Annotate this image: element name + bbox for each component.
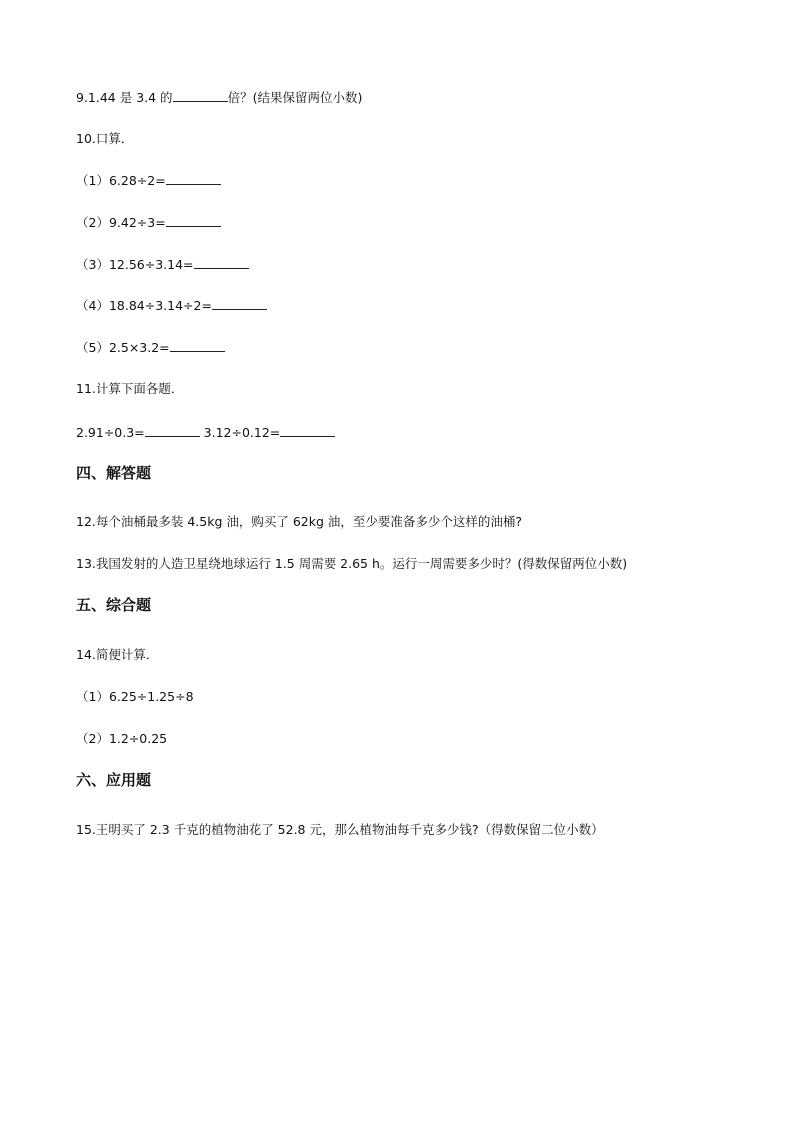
q9-suffix: 倍？(结果保留两位小数) [227, 90, 363, 105]
q11-expr-2: 3.12÷0.12= [203, 425, 281, 440]
q10-item-1 [76, 172, 221, 189]
q11-expr-1: 2.91÷0.3= [76, 425, 145, 440]
question-14-title: 14.简便计算． [76, 647, 159, 662]
answer-blank[interactable] [170, 339, 225, 352]
q10-item-2-text: （2）9.42÷3= [76, 215, 166, 230]
question-9 [76, 89, 362, 106]
question-12: 12.每个油桶最多装 4.5kg 油，购买了 62kg 油，至少要准备多少个这样的油桶? [76, 514, 523, 529]
section-6-heading: 六、应用题 [76, 771, 152, 789]
q10-item-3-text: （3）12.56÷3.14= [76, 257, 194, 272]
q10-item-2 [76, 214, 221, 231]
question-15: 15.王明买了 2.3 千克的植物油花了 52.8 元，那么植物油每千克多少钱?（得数保留二位小数） [76, 822, 604, 837]
q9-prefix: 9.1.44 是 3.4 的 [76, 90, 173, 105]
answer-blank[interactable] [173, 89, 228, 102]
question-13: 13.我国发射的人造卫星绕地球运行 1.5 周需要 2.65 h。运行一周需要多少时？(得数保留两位小数) [76, 556, 628, 571]
q10-item-1-text: （1）6.28÷2= [76, 173, 166, 188]
answer-blank[interactable] [166, 214, 221, 227]
question-10-title: 10.口算． [76, 131, 134, 146]
q14-item-1: （1）6.25÷1.25÷8 [76, 689, 194, 704]
answer-blank[interactable] [194, 256, 249, 269]
q10-item-4 [76, 297, 267, 314]
q10-item-5 [76, 339, 225, 356]
answer-blank[interactable] [145, 424, 200, 437]
section-4-heading: 四、解答题 [76, 464, 152, 482]
q10-item-5-text: （5）2.5×3.2= [76, 340, 170, 355]
section-5-heading: 五、综合题 [76, 596, 152, 614]
q14-item-2: （2）1.2÷0.25 [76, 731, 168, 746]
answer-blank[interactable] [212, 297, 267, 310]
question-11-title: 11.计算下面各题． [76, 381, 184, 396]
q10-item-4-text: （4）18.84÷3.14÷2= [76, 298, 212, 313]
answer-blank[interactable] [280, 424, 335, 437]
answer-blank[interactable] [166, 172, 221, 185]
q10-item-3 [76, 256, 249, 273]
q11-expressions [76, 424, 335, 441]
